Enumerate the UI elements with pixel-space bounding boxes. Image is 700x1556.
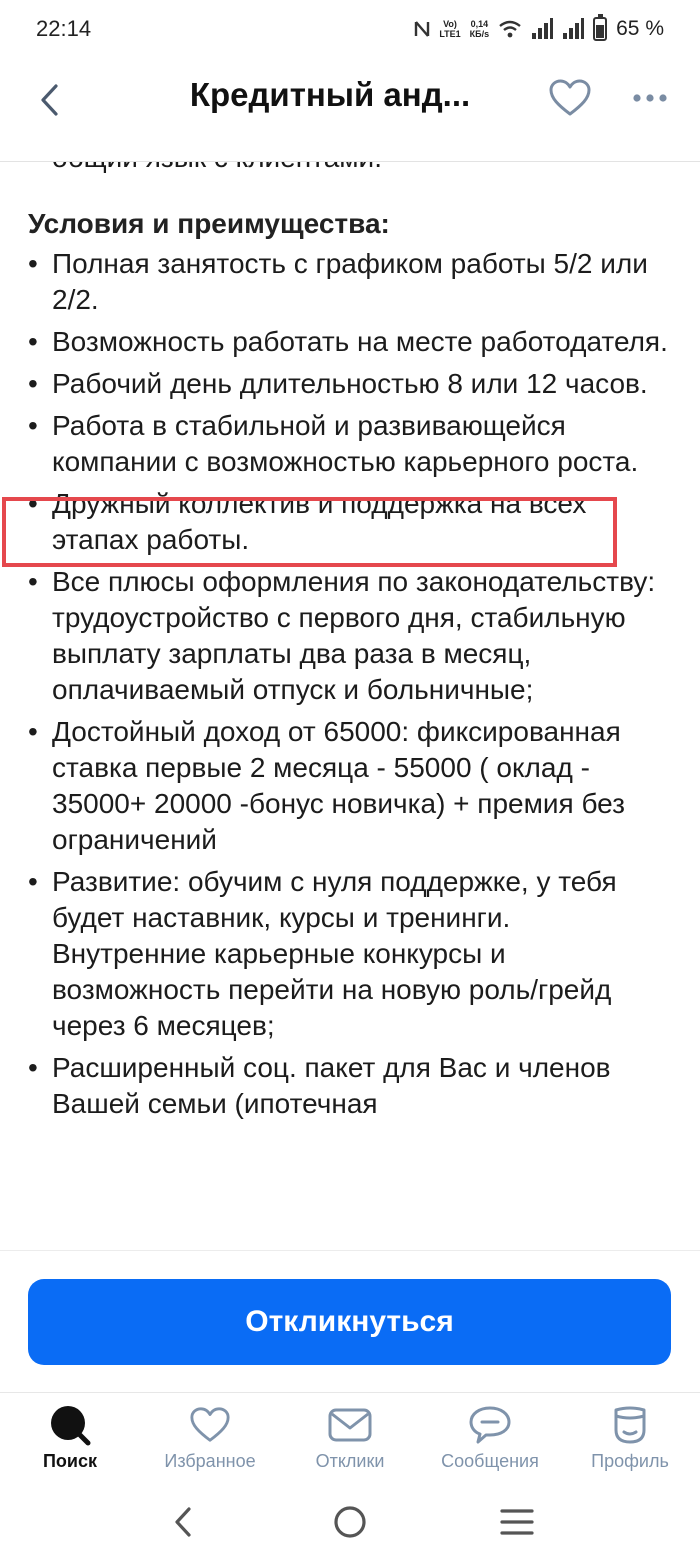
profile-icon [610, 1404, 650, 1446]
wifi-icon [498, 19, 522, 39]
heart-icon [548, 79, 592, 117]
nav-item-favorites[interactable] [140, 1393, 280, 1488]
nav-label: Избранное [164, 1451, 256, 1471]
search-icon [49, 1404, 91, 1446]
nav-item-messages[interactable] [420, 1393, 560, 1488]
list-item: • Работа в стабильной и развивающейся компании с возможностью карьерного роста. [28, 408, 672, 480]
menu-lines-icon [500, 1508, 534, 1536]
list-item: • Достойный доход от 65000: фиксированная ставка первые 2 месяца - 55000 ( оклад - 35000+ 20000 -бонус новичка) + премия без ограничений [28, 714, 672, 858]
system-nav-bar [0, 1488, 700, 1556]
nav-label: Сообщения [441, 1451, 539, 1471]
status-time: 22:14 [36, 16, 92, 41]
list-item-highlighted: • Возможность работать на месте работодателя. [28, 324, 672, 360]
system-back-button[interactable] [153, 1492, 213, 1552]
cta-area [0, 1250, 700, 1392]
circle-icon [333, 1505, 367, 1539]
more-dots-icon [632, 93, 668, 103]
back-button[interactable] [28, 78, 72, 122]
more-button[interactable] [626, 74, 674, 122]
chevron-left-icon [171, 1505, 195, 1539]
nav-label: Профиль [591, 1451, 669, 1471]
nav-label: Отклики [315, 1451, 385, 1471]
list-item: • Развитие: обучим с нуля поддержке, у тебя будет наставник, курсы и тренинги. Внутренние карьерные конкурсы и возможность перейти на новую роль/грейд через 6 месяцев; [28, 864, 672, 1044]
nfc-icon [414, 18, 430, 40]
respond-button[interactable]: Откликнуться [28, 1279, 671, 1365]
list-item: • Расширенный соц. пакет для Вас и членов Вашей семьи (ипотечная [28, 1050, 672, 1122]
list-item: • Дружный коллектив и поддержка на всех этапах работы. [28, 486, 672, 558]
page-title: Кредитный анд... [189, 76, 471, 113]
nav-label: Поиск [42, 1451, 98, 1471]
vacancy-description[interactable] [0, 162, 700, 1250]
chat-icon [468, 1405, 512, 1445]
volte-indicator: Vo) LTE1 [439, 19, 461, 39]
favorite-button[interactable] [546, 74, 594, 122]
signal-icon [531, 18, 553, 40]
system-home-button[interactable] [320, 1492, 380, 1552]
bottom-nav [0, 1392, 700, 1488]
network-speed: 0,14 КБ/s [469, 19, 490, 39]
signal-icon-2 [562, 18, 584, 40]
list-item: • Рабочий день длительностью 8 или 12 часов. [28, 366, 672, 402]
heart-icon [189, 1406, 231, 1444]
app-header [0, 58, 700, 162]
status-bar [0, 0, 700, 58]
status-indicators [414, 17, 664, 41]
list-item: • Все плюсы оформления по законодательству: трудоустройство с первого дня, стабильную выплату зарплаты два раза в месяц, оплачиваемый отпуск и больничные; [28, 564, 672, 708]
nav-item-search[interactable] [0, 1393, 140, 1488]
benefits-list [28, 246, 672, 1122]
section-title: Условия и преимущества: [28, 208, 390, 239]
system-recents-button[interactable] [487, 1492, 547, 1552]
nav-item-responses[interactable] [280, 1393, 420, 1488]
envelope-icon [328, 1408, 372, 1442]
list-item: • Полная занятость с графиком работы 5/2 или 2/2. [28, 246, 672, 318]
battery-percent: 65 % [616, 17, 664, 40]
nav-item-profile[interactable] [560, 1393, 700, 1488]
chevron-left-icon [38, 82, 62, 118]
battery-icon [593, 17, 607, 41]
